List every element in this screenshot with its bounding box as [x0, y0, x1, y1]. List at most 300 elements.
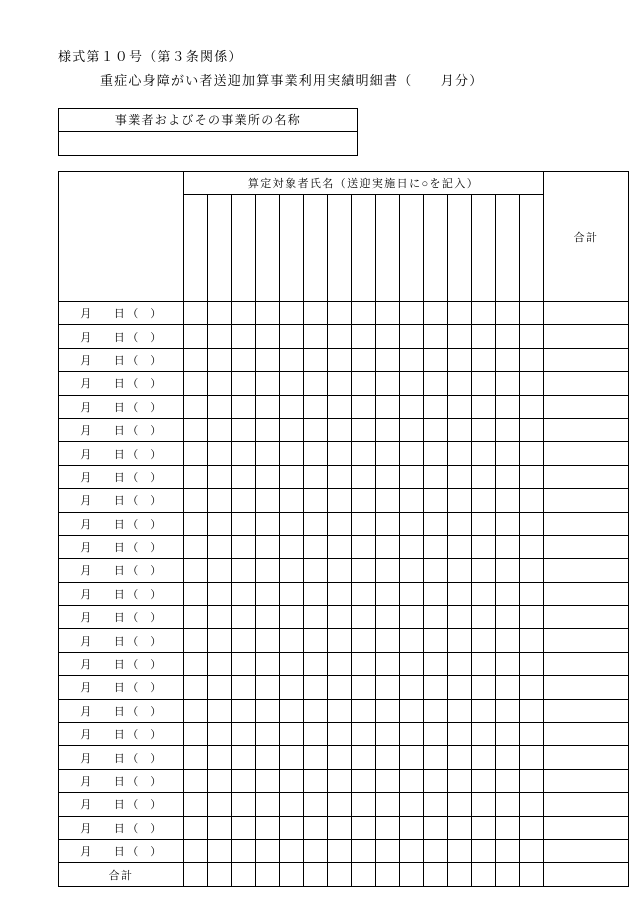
attendance-cell[interactable]: [280, 793, 304, 816]
attendance-cell[interactable]: [424, 652, 448, 675]
attendance-cell[interactable]: [256, 395, 280, 418]
attendance-cell[interactable]: [472, 746, 496, 769]
person-name-cell[interactable]: [256, 195, 280, 302]
attendance-cell[interactable]: [232, 699, 256, 722]
column-total-cell[interactable]: [256, 863, 280, 886]
attendance-cell[interactable]: [280, 606, 304, 629]
attendance-cell[interactable]: [232, 442, 256, 465]
row-total-cell[interactable]: [544, 769, 629, 792]
attendance-cell[interactable]: [232, 816, 256, 839]
person-name-cell[interactable]: [208, 195, 232, 302]
attendance-cell[interactable]: [520, 629, 544, 652]
attendance-cell[interactable]: [304, 325, 328, 348]
date-cell[interactable]: [59, 442, 184, 465]
attendance-cell[interactable]: [256, 723, 280, 746]
column-total-cell[interactable]: [376, 863, 400, 886]
attendance-cell[interactable]: [256, 489, 280, 512]
attendance-cell[interactable]: [256, 302, 280, 325]
attendance-cell[interactable]: [280, 442, 304, 465]
attendance-cell[interactable]: [304, 372, 328, 395]
attendance-cell[interactable]: [496, 746, 520, 769]
person-name-cell[interactable]: [328, 195, 352, 302]
attendance-cell[interactable]: [520, 418, 544, 441]
attendance-cell[interactable]: [448, 512, 472, 535]
attendance-cell[interactable]: [400, 629, 424, 652]
attendance-cell[interactable]: [184, 395, 208, 418]
attendance-cell[interactable]: [280, 372, 304, 395]
date-cell[interactable]: [59, 652, 184, 675]
attendance-cell[interactable]: [208, 793, 232, 816]
attendance-cell[interactable]: [184, 816, 208, 839]
attendance-cell[interactable]: [304, 629, 328, 652]
person-name-cell[interactable]: [280, 195, 304, 302]
attendance-cell[interactable]: [304, 816, 328, 839]
attendance-cell[interactable]: [304, 465, 328, 488]
attendance-cell[interactable]: [280, 325, 304, 348]
attendance-cell[interactable]: [304, 559, 328, 582]
date-cell[interactable]: [59, 676, 184, 699]
attendance-cell[interactable]: [184, 535, 208, 558]
attendance-cell[interactable]: [304, 676, 328, 699]
attendance-cell[interactable]: [472, 606, 496, 629]
row-total-cell[interactable]: [544, 793, 629, 816]
attendance-cell[interactable]: [448, 746, 472, 769]
attendance-cell[interactable]: [352, 793, 376, 816]
attendance-cell[interactable]: [376, 699, 400, 722]
attendance-cell[interactable]: [472, 723, 496, 746]
column-total-cell[interactable]: [400, 863, 424, 886]
attendance-cell[interactable]: [520, 489, 544, 512]
attendance-cell[interactable]: [256, 442, 280, 465]
attendance-cell[interactable]: [232, 418, 256, 441]
attendance-cell[interactable]: [472, 699, 496, 722]
row-total-cell[interactable]: [544, 746, 629, 769]
attendance-cell[interactable]: [472, 816, 496, 839]
attendance-cell[interactable]: [472, 582, 496, 605]
attendance-cell[interactable]: [184, 723, 208, 746]
attendance-cell[interactable]: [280, 535, 304, 558]
attendance-cell[interactable]: [496, 442, 520, 465]
attendance-cell[interactable]: [400, 489, 424, 512]
attendance-cell[interactable]: [448, 489, 472, 512]
column-total-cell[interactable]: [232, 863, 256, 886]
attendance-cell[interactable]: [232, 348, 256, 371]
attendance-cell[interactable]: [448, 325, 472, 348]
attendance-cell[interactable]: [520, 816, 544, 839]
attendance-cell[interactable]: [352, 325, 376, 348]
attendance-cell[interactable]: [328, 372, 352, 395]
attendance-cell[interactable]: [376, 676, 400, 699]
attendance-cell[interactable]: [280, 348, 304, 371]
attendance-cell[interactable]: [280, 512, 304, 535]
row-total-cell[interactable]: [544, 418, 629, 441]
attendance-cell[interactable]: [424, 512, 448, 535]
column-total-cell[interactable]: [496, 863, 520, 886]
attendance-cell[interactable]: [400, 676, 424, 699]
attendance-cell[interactable]: [208, 512, 232, 535]
attendance-cell[interactable]: [352, 699, 376, 722]
attendance-cell[interactable]: [184, 559, 208, 582]
attendance-cell[interactable]: [472, 839, 496, 862]
attendance-cell[interactable]: [448, 793, 472, 816]
attendance-cell[interactable]: [496, 816, 520, 839]
attendance-cell[interactable]: [232, 582, 256, 605]
attendance-cell[interactable]: [232, 512, 256, 535]
attendance-cell[interactable]: [232, 793, 256, 816]
attendance-cell[interactable]: [280, 839, 304, 862]
attendance-cell[interactable]: [352, 418, 376, 441]
date-cell[interactable]: [59, 699, 184, 722]
attendance-cell[interactable]: [376, 325, 400, 348]
person-name-cell[interactable]: [352, 195, 376, 302]
attendance-cell[interactable]: [184, 839, 208, 862]
attendance-cell[interactable]: [424, 418, 448, 441]
attendance-cell[interactable]: [232, 723, 256, 746]
attendance-cell[interactable]: [400, 746, 424, 769]
attendance-cell[interactable]: [448, 465, 472, 488]
attendance-cell[interactable]: [208, 816, 232, 839]
attendance-cell[interactable]: [520, 512, 544, 535]
attendance-cell[interactable]: [256, 816, 280, 839]
attendance-cell[interactable]: [496, 302, 520, 325]
person-name-cell[interactable]: [400, 195, 424, 302]
date-cell[interactable]: [59, 348, 184, 371]
attendance-cell[interactable]: [208, 418, 232, 441]
attendance-cell[interactable]: [376, 839, 400, 862]
column-total-cell[interactable]: [328, 863, 352, 886]
attendance-cell[interactable]: [232, 676, 256, 699]
column-total-cell[interactable]: [472, 863, 496, 886]
attendance-cell[interactable]: [280, 723, 304, 746]
attendance-cell[interactable]: [328, 629, 352, 652]
attendance-cell[interactable]: [256, 652, 280, 675]
attendance-cell[interactable]: [400, 769, 424, 792]
attendance-cell[interactable]: [520, 746, 544, 769]
column-total-cell[interactable]: [184, 863, 208, 886]
attendance-cell[interactable]: [448, 395, 472, 418]
attendance-cell[interactable]: [232, 465, 256, 488]
attendance-cell[interactable]: [352, 535, 376, 558]
attendance-cell[interactable]: [232, 769, 256, 792]
attendance-cell[interactable]: [520, 606, 544, 629]
attendance-cell[interactable]: [304, 489, 328, 512]
attendance-cell[interactable]: [304, 348, 328, 371]
person-name-cell[interactable]: [424, 195, 448, 302]
attendance-cell[interactable]: [208, 465, 232, 488]
attendance-cell[interactable]: [280, 652, 304, 675]
attendance-cell[interactable]: [208, 348, 232, 371]
attendance-cell[interactable]: [280, 769, 304, 792]
attendance-cell[interactable]: [256, 465, 280, 488]
attendance-cell[interactable]: [400, 395, 424, 418]
attendance-cell[interactable]: [352, 582, 376, 605]
attendance-cell[interactable]: [304, 582, 328, 605]
attendance-cell[interactable]: [328, 793, 352, 816]
attendance-cell[interactable]: [280, 699, 304, 722]
attendance-cell[interactable]: [424, 816, 448, 839]
attendance-cell[interactable]: [184, 302, 208, 325]
date-cell[interactable]: [59, 582, 184, 605]
person-name-cell[interactable]: [304, 195, 328, 302]
attendance-cell[interactable]: [376, 606, 400, 629]
attendance-cell[interactable]: [496, 652, 520, 675]
attendance-cell[interactable]: [448, 418, 472, 441]
attendance-cell[interactable]: [496, 769, 520, 792]
attendance-cell[interactable]: [376, 629, 400, 652]
attendance-cell[interactable]: [304, 699, 328, 722]
attendance-cell[interactable]: [352, 769, 376, 792]
column-total-cell[interactable]: [352, 863, 376, 886]
attendance-cell[interactable]: [256, 559, 280, 582]
attendance-cell[interactable]: [352, 559, 376, 582]
person-name-cell[interactable]: [520, 195, 544, 302]
attendance-cell[interactable]: [352, 512, 376, 535]
attendance-cell[interactable]: [328, 325, 352, 348]
attendance-cell[interactable]: [400, 839, 424, 862]
date-cell[interactable]: [59, 559, 184, 582]
attendance-cell[interactable]: [448, 676, 472, 699]
attendance-cell[interactable]: [376, 535, 400, 558]
attendance-cell[interactable]: [256, 325, 280, 348]
row-total-cell[interactable]: [544, 723, 629, 746]
attendance-cell[interactable]: [400, 325, 424, 348]
row-total-cell[interactable]: [544, 652, 629, 675]
attendance-cell[interactable]: [400, 559, 424, 582]
attendance-cell[interactable]: [472, 652, 496, 675]
attendance-cell[interactable]: [352, 606, 376, 629]
attendance-cell[interactable]: [400, 582, 424, 605]
attendance-cell[interactable]: [496, 606, 520, 629]
attendance-cell[interactable]: [232, 606, 256, 629]
attendance-cell[interactable]: [520, 372, 544, 395]
attendance-cell[interactable]: [520, 535, 544, 558]
attendance-cell[interactable]: [208, 839, 232, 862]
date-cell[interactable]: [59, 418, 184, 441]
attendance-cell[interactable]: [352, 465, 376, 488]
attendance-cell[interactable]: [448, 582, 472, 605]
attendance-cell[interactable]: [208, 769, 232, 792]
attendance-cell[interactable]: [208, 746, 232, 769]
attendance-cell[interactable]: [496, 489, 520, 512]
column-total-cell[interactable]: [424, 863, 448, 886]
attendance-cell[interactable]: [184, 442, 208, 465]
attendance-cell[interactable]: [424, 372, 448, 395]
attendance-cell[interactable]: [328, 839, 352, 862]
attendance-cell[interactable]: [448, 372, 472, 395]
date-cell[interactable]: [59, 769, 184, 792]
attendance-cell[interactable]: [184, 676, 208, 699]
attendance-cell[interactable]: [400, 816, 424, 839]
attendance-cell[interactable]: [496, 559, 520, 582]
date-cell[interactable]: [59, 395, 184, 418]
row-total-cell[interactable]: [544, 559, 629, 582]
attendance-cell[interactable]: [256, 606, 280, 629]
attendance-cell[interactable]: [232, 395, 256, 418]
attendance-cell[interactable]: [448, 629, 472, 652]
attendance-cell[interactable]: [280, 676, 304, 699]
row-total-cell[interactable]: [544, 816, 629, 839]
attendance-cell[interactable]: [256, 629, 280, 652]
attendance-cell[interactable]: [424, 699, 448, 722]
attendance-cell[interactable]: [304, 512, 328, 535]
attendance-cell[interactable]: [208, 489, 232, 512]
person-name-cell[interactable]: [496, 195, 520, 302]
attendance-cell[interactable]: [256, 699, 280, 722]
row-total-cell[interactable]: [544, 325, 629, 348]
attendance-cell[interactable]: [352, 395, 376, 418]
attendance-cell[interactable]: [472, 325, 496, 348]
attendance-cell[interactable]: [424, 793, 448, 816]
attendance-cell[interactable]: [328, 723, 352, 746]
attendance-cell[interactable]: [424, 559, 448, 582]
attendance-cell[interactable]: [304, 769, 328, 792]
attendance-cell[interactable]: [352, 442, 376, 465]
attendance-cell[interactable]: [184, 348, 208, 371]
attendance-cell[interactable]: [448, 606, 472, 629]
attendance-cell[interactable]: [424, 746, 448, 769]
attendance-cell[interactable]: [400, 465, 424, 488]
attendance-cell[interactable]: [472, 629, 496, 652]
row-total-cell[interactable]: [544, 582, 629, 605]
date-cell[interactable]: [59, 816, 184, 839]
attendance-cell[interactable]: [448, 816, 472, 839]
attendance-cell[interactable]: [280, 746, 304, 769]
row-total-cell[interactable]: [544, 348, 629, 371]
attendance-cell[interactable]: [328, 512, 352, 535]
attendance-cell[interactable]: [232, 559, 256, 582]
attendance-cell[interactable]: [400, 512, 424, 535]
attendance-cell[interactable]: [256, 348, 280, 371]
attendance-cell[interactable]: [400, 699, 424, 722]
attendance-cell[interactable]: [208, 606, 232, 629]
attendance-cell[interactable]: [424, 676, 448, 699]
attendance-cell[interactable]: [208, 395, 232, 418]
attendance-cell[interactable]: [400, 793, 424, 816]
attendance-cell[interactable]: [376, 348, 400, 371]
attendance-cell[interactable]: [496, 372, 520, 395]
attendance-cell[interactable]: [184, 418, 208, 441]
attendance-cell[interactable]: [352, 489, 376, 512]
attendance-cell[interactable]: [232, 746, 256, 769]
date-cell[interactable]: [59, 606, 184, 629]
attendance-cell[interactable]: [208, 676, 232, 699]
attendance-cell[interactable]: [424, 348, 448, 371]
attendance-cell[interactable]: [424, 535, 448, 558]
attendance-cell[interactable]: [472, 372, 496, 395]
attendance-cell[interactable]: [496, 699, 520, 722]
attendance-cell[interactable]: [208, 582, 232, 605]
attendance-cell[interactable]: [424, 582, 448, 605]
attendance-cell[interactable]: [520, 582, 544, 605]
attendance-cell[interactable]: [232, 629, 256, 652]
attendance-cell[interactable]: [328, 746, 352, 769]
attendance-cell[interactable]: [376, 652, 400, 675]
date-cell[interactable]: [59, 302, 184, 325]
attendance-cell[interactable]: [520, 348, 544, 371]
attendance-cell[interactable]: [256, 418, 280, 441]
person-name-cell[interactable]: [472, 195, 496, 302]
row-total-cell[interactable]: [544, 629, 629, 652]
attendance-cell[interactable]: [472, 489, 496, 512]
attendance-cell[interactable]: [328, 418, 352, 441]
attendance-cell[interactable]: [520, 793, 544, 816]
attendance-cell[interactable]: [520, 325, 544, 348]
attendance-cell[interactable]: [472, 465, 496, 488]
attendance-cell[interactable]: [376, 372, 400, 395]
attendance-cell[interactable]: [280, 395, 304, 418]
attendance-cell[interactable]: [232, 535, 256, 558]
row-total-cell[interactable]: [544, 535, 629, 558]
attendance-cell[interactable]: [520, 839, 544, 862]
attendance-cell[interactable]: [472, 395, 496, 418]
row-total-cell[interactable]: [544, 839, 629, 862]
attendance-cell[interactable]: [208, 535, 232, 558]
attendance-cell[interactable]: [256, 372, 280, 395]
attendance-cell[interactable]: [184, 582, 208, 605]
attendance-cell[interactable]: [400, 372, 424, 395]
attendance-cell[interactable]: [280, 629, 304, 652]
attendance-cell[interactable]: [376, 816, 400, 839]
attendance-cell[interactable]: [328, 652, 352, 675]
attendance-cell[interactable]: [208, 723, 232, 746]
attendance-cell[interactable]: [448, 769, 472, 792]
attendance-cell[interactable]: [496, 535, 520, 558]
row-total-cell[interactable]: [544, 372, 629, 395]
attendance-cell[interactable]: [496, 325, 520, 348]
person-name-cell[interactable]: [232, 195, 256, 302]
attendance-cell[interactable]: [304, 839, 328, 862]
attendance-cell[interactable]: [232, 302, 256, 325]
attendance-cell[interactable]: [208, 629, 232, 652]
attendance-cell[interactable]: [496, 839, 520, 862]
attendance-cell[interactable]: [376, 512, 400, 535]
attendance-cell[interactable]: [184, 652, 208, 675]
attendance-cell[interactable]: [352, 652, 376, 675]
attendance-cell[interactable]: [400, 606, 424, 629]
attendance-cell[interactable]: [520, 676, 544, 699]
attendance-cell[interactable]: [424, 606, 448, 629]
attendance-cell[interactable]: [496, 723, 520, 746]
row-total-cell[interactable]: [544, 606, 629, 629]
attendance-cell[interactable]: [472, 302, 496, 325]
attendance-cell[interactable]: [304, 442, 328, 465]
attendance-cell[interactable]: [448, 302, 472, 325]
row-total-cell[interactable]: [544, 489, 629, 512]
date-cell[interactable]: [59, 535, 184, 558]
attendance-cell[interactable]: [328, 769, 352, 792]
attendance-cell[interactable]: [328, 442, 352, 465]
row-total-cell[interactable]: [544, 465, 629, 488]
attendance-cell[interactable]: [328, 395, 352, 418]
attendance-cell[interactable]: [424, 395, 448, 418]
attendance-cell[interactable]: [232, 652, 256, 675]
attendance-cell[interactable]: [424, 489, 448, 512]
attendance-cell[interactable]: [448, 348, 472, 371]
row-total-cell[interactable]: [544, 512, 629, 535]
attendance-cell[interactable]: [472, 348, 496, 371]
attendance-cell[interactable]: [376, 793, 400, 816]
attendance-cell[interactable]: [280, 816, 304, 839]
attendance-cell[interactable]: [328, 348, 352, 371]
attendance-cell[interactable]: [256, 839, 280, 862]
attendance-cell[interactable]: [376, 559, 400, 582]
attendance-cell[interactable]: [520, 442, 544, 465]
attendance-cell[interactable]: [256, 535, 280, 558]
attendance-cell[interactable]: [376, 442, 400, 465]
attendance-cell[interactable]: [376, 302, 400, 325]
attendance-cell[interactable]: [280, 465, 304, 488]
attendance-cell[interactable]: [256, 512, 280, 535]
